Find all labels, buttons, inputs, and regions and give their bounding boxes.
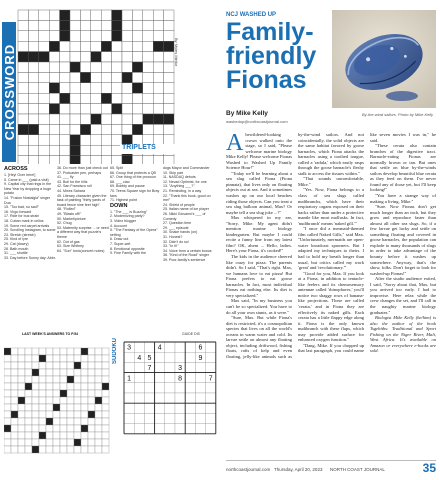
- sea-slug-photo: [332, 10, 436, 108]
- drop-cap: A: [226, 130, 244, 156]
- clues-col-3: [110, 166, 162, 256]
- headline-line-3: Fionas: [226, 66, 307, 94]
- photo-caption: By-the-wind sailors. Photo by Mike Kelly: [362, 112, 434, 117]
- footer-date: Thursday, April 20, 2023: [274, 467, 323, 472]
- sudoku-given: 4: [157, 344, 162, 352]
- article-body: [226, 132, 436, 444]
- footer-site: northcoastjournal.com: [226, 467, 271, 472]
- headline: [226, 20, 326, 92]
- page-number: 35: [422, 461, 436, 475]
- page-footer: [226, 460, 436, 477]
- paragraph: "That sounds uncomfortable, Mike.": [298, 176, 364, 187]
- sudoku-given: 3: [178, 365, 183, 373]
- sudoku-given: 4: [137, 354, 142, 362]
- paragraph: The kids in the audience cheered like crazy for pizza. The parents didn't. So I said, "That's right. Max, we humans love to eat pizza! But Fiona prefers to eat goose barnacles. In fact, most individual Fionas eat nothing else. Its diet is very specialized.": [226, 254, 292, 298]
- crossword-credit: By Myles Mellor: [174, 38, 179, 67]
- last-week-answers: [4, 332, 114, 464]
- across-clue-list-3: 65. Split 66. Group that protects a QB 67. One thing of the pronoun 68. ___ ciao 69. Bobbly and pause 70. Teens Square sign for Bray fans 71. Highest point: [110, 166, 160, 203]
- sudoku-puzzle: [122, 332, 218, 464]
- across-clue-list-2: 36. Do more than just check out 37. Podcaster pen, perhaps 41. ___ fly 43. Boil for the hills 42. San Francisco roll 44. Mixes Sahara 45. Literary character given the task of painting "thirty yards of board fence nine feet high" 48. "Rolled" 49. "Blasts off!" 50. Market/picture 52. Chug 53. Maternity surprise ... or need a different way that puzzle's theme 62. Out of gas 63. Size Whitney 64. "Sun" tonic(concert notes): [57, 166, 109, 253]
- headline-line-2: friendly: [226, 42, 317, 70]
- paragraph: "Sure, Max. But while Fiona's diet is restricted, it's a cosmopolitan species that lives on all the world's oceans in warm water and cold. Its larvae settle on almost any floating object, including driftwood, fishing floats, rafts of kelp and even floating, jelly-like animals such as by-the-wind sailors. And not coincidentally, the solid objects are the same habitat favored by goose barnacles, which Fiona attacks the barnacles using a toothed tongue, called a 'radula,' which easily rasps through the goose barnacle's fleshy stalk to access the tissues within.": [226, 132, 364, 359]
- section-flag: NCJ: [226, 12, 239, 18]
- paragraph: "I once did a mermaid-themed film called Naked Gills," said Max. "Unfortunately, mermaids are open-water broadcast spawners. But I adapted my techniques to theirs. I had to hold my breath longer than usual, but critics called my work 'great' and 'revolutionary.'": [298, 226, 364, 271]
- paragraph: "Sure. Now Fionas don't get much longer than an inch, but they grow and reproduce faster than almost all other sea slugs. So, if a few larvae get lucky and settle on something floating and covered in goose barnacles, the population can explode to many thousands of slugs in order to take advantage of the bounty before it washes up somewhere. Anyway, that's the show, folks. Don't forget to look for washed-up Fionas!": [370, 204, 436, 276]
- paragraph: "You have a strange way of making a living, Mike.": [370, 193, 436, 204]
- byline: By Mike Kelly: [226, 110, 268, 117]
- across-heading: ACROSS: [4, 166, 28, 172]
- sudoku-given: 9: [198, 354, 203, 362]
- paragraph: "Today we'll be learning about a sea slug called Fiona (Fiona pinnata), that lives only on floating objects out at sea. And it sometimes washes up on our local beaches riding those objects. Can you treat a sea slug balloon animal, Max? Or maybe tell a sea slug joke ...?": [226, 170, 292, 215]
- clues-col-4: [163, 166, 215, 266]
- article-column: [222, 0, 436, 480]
- paragraph: Abewildered-looking crown walked onto the stage, so I said, "Please welcome marine biology Mike Kelly! Please welcome Fionas Washed to Washed Up Family Science Hour!": [226, 130, 292, 171]
- sudoku-difficulty: GUIDE DIS: [182, 332, 200, 336]
- crossword-side-title: CROSSWORD: [2, 22, 16, 162]
- crossword-grid-svg: [4, 8, 194, 164]
- sudoku-given: 7: [208, 375, 213, 383]
- section-title: WASHED UP: [239, 12, 277, 18]
- sudoku-given: 6: [198, 344, 203, 352]
- across-clues-1: [4, 166, 56, 260]
- footer-publication: NORTH COAST JOURNAL: [330, 467, 385, 472]
- down-clue-list: 1. "The ___ is Buzzing" 2. Modernizing party? 3. Video blogger 4. Account 5. "The Fantasy of the Opera" setting 6. Draw out 7. Super-wet 8. Emotional opposite 9. Fine Family with the: [110, 209, 158, 256]
- sudoku-given: 1: [127, 375, 132, 383]
- down-heading: DOWN: [110, 202, 128, 209]
- headline-line-1: Family-: [226, 18, 314, 46]
- paragraph: "Yes. Now, Fiona belongs to a class of sea slugs called nudibranchs, which have their respiratory organs exposed on their backs rather than under a protective mantle like most mollusks. In fact, 'nudibranch' means 'naked gill.'": [298, 187, 364, 226]
- sudoku-given: 8: [178, 375, 183, 383]
- across-clues-2: [57, 166, 109, 253]
- sudoku-side-label: SUDOKU: [112, 338, 118, 365]
- answers-caption: LAST WEEK'S ANSWERS TO P.54: [22, 332, 78, 336]
- crossword-theme-title: TRIPLETS: [120, 144, 192, 154]
- paragraph: Max said, "In my business you can't be so specialized. You have to do all your own stunts, as it were.": [226, 298, 292, 315]
- paragraph: "These cerata also contain branches of the digestive tract. Barnacle-eating Fionas are normally brown or tan. But ones that settle on blue by-the-winds sailors develop beautiful blue cerata as they feed on them. I've never found any of those yet, but I'll keep looking!": [370, 143, 436, 193]
- down-clue-list-2: dogs Mayor and Commander 10. Skip part 11. NASDAQ debuts 12. Nevad Optimist, for one 13. "Anything ___?" 21. Reminding, in a way 22. "Thank this book, good on me!" 24. Shield of people 25. Italian name of ice player 26. Nikki Giovanni's ___ of Comedy 27. Question time 29. ___ episode 30. Snake hands (on) 31. Honest? 32. Didn't do so! 33. "In It!" 34. Voice from a certain bonus 38. "Kind of the Road" singer 39. Poor-family's sentence: [163, 166, 212, 262]
- author-email[interactable]: washedup@northcoastjournal.com: [226, 119, 288, 124]
- paragraph: Max whispered in my ear, "Sorry, Mike. My agent didn't mention marine biology kindergarten. But maybe I could recite a funny line from my latest film? OK, ahem ... Hello, ladies. Here's your Fiona, it's cooked!": [226, 215, 292, 254]
- answers-grid: [4, 340, 110, 464]
- author-bio: Biologist Mike Kelly (he/him) is also the author of the book Tsgebiths: Traditional and Sport Fishing on the Niger River, Mali, West Africa. It's available on Amazon or everywhere e-books are sold.: [370, 315, 436, 354]
- sudoku-given: 5: [147, 354, 152, 362]
- paragraph: After the studio audience exited, I said, "Sorry about that, Max, but you arrived too early. I had to improvise. Here relax while the crew changes the set, and I'll call in the naughty marine biology graduates.": [370, 276, 436, 315]
- paragraph: "Dang, Mike. If you chopped up that last paragraph, you could name like seven movies I was in," he said.: [298, 132, 436, 354]
- paragraph: "Good for you, Max. If you look at a Fiona, in addition to tentacle-like feelers and its chemosensory antennae called 'rhinophores,' you'll notice two shaggy rows of banana-like projections. These are called 'cerata,' and in Fiona they are effectively its naked gills. Each cerata has a little flappy edge along it. Fiona is the only known nudibranch with these flaps, which may provide added surface for enhanced oxygen function.": [298, 270, 364, 343]
- across-clue-list: 1. [Hey! Over here!] 5. Came in ___ (paid a visit) 9. Capital city that rings in the New Year by dropping a huge potato 14. "Fusion Nostalgia" singer Dua 15. "Too bad, so sad!" 16. Virgo forward 17. Ride for bus strain 18. Cuban mark in cellos 19. Some red carpet arrivals 20. Scrolling Instagram, to some 23. Stretch (stretch) 25. Kind of lyre 29. Cat (dowry) 28. Bath mouth 31. ___ shuttle 33. Day before Sunny day: Abbr.: [4, 173, 56, 260]
- puzzle-column: [4, 8, 218, 466]
- sudoku-given: 7: [147, 365, 152, 373]
- crossword-grid: [4, 8, 194, 164]
- sudoku-grid: [122, 340, 218, 464]
- sudoku-given: 3: [127, 344, 132, 352]
